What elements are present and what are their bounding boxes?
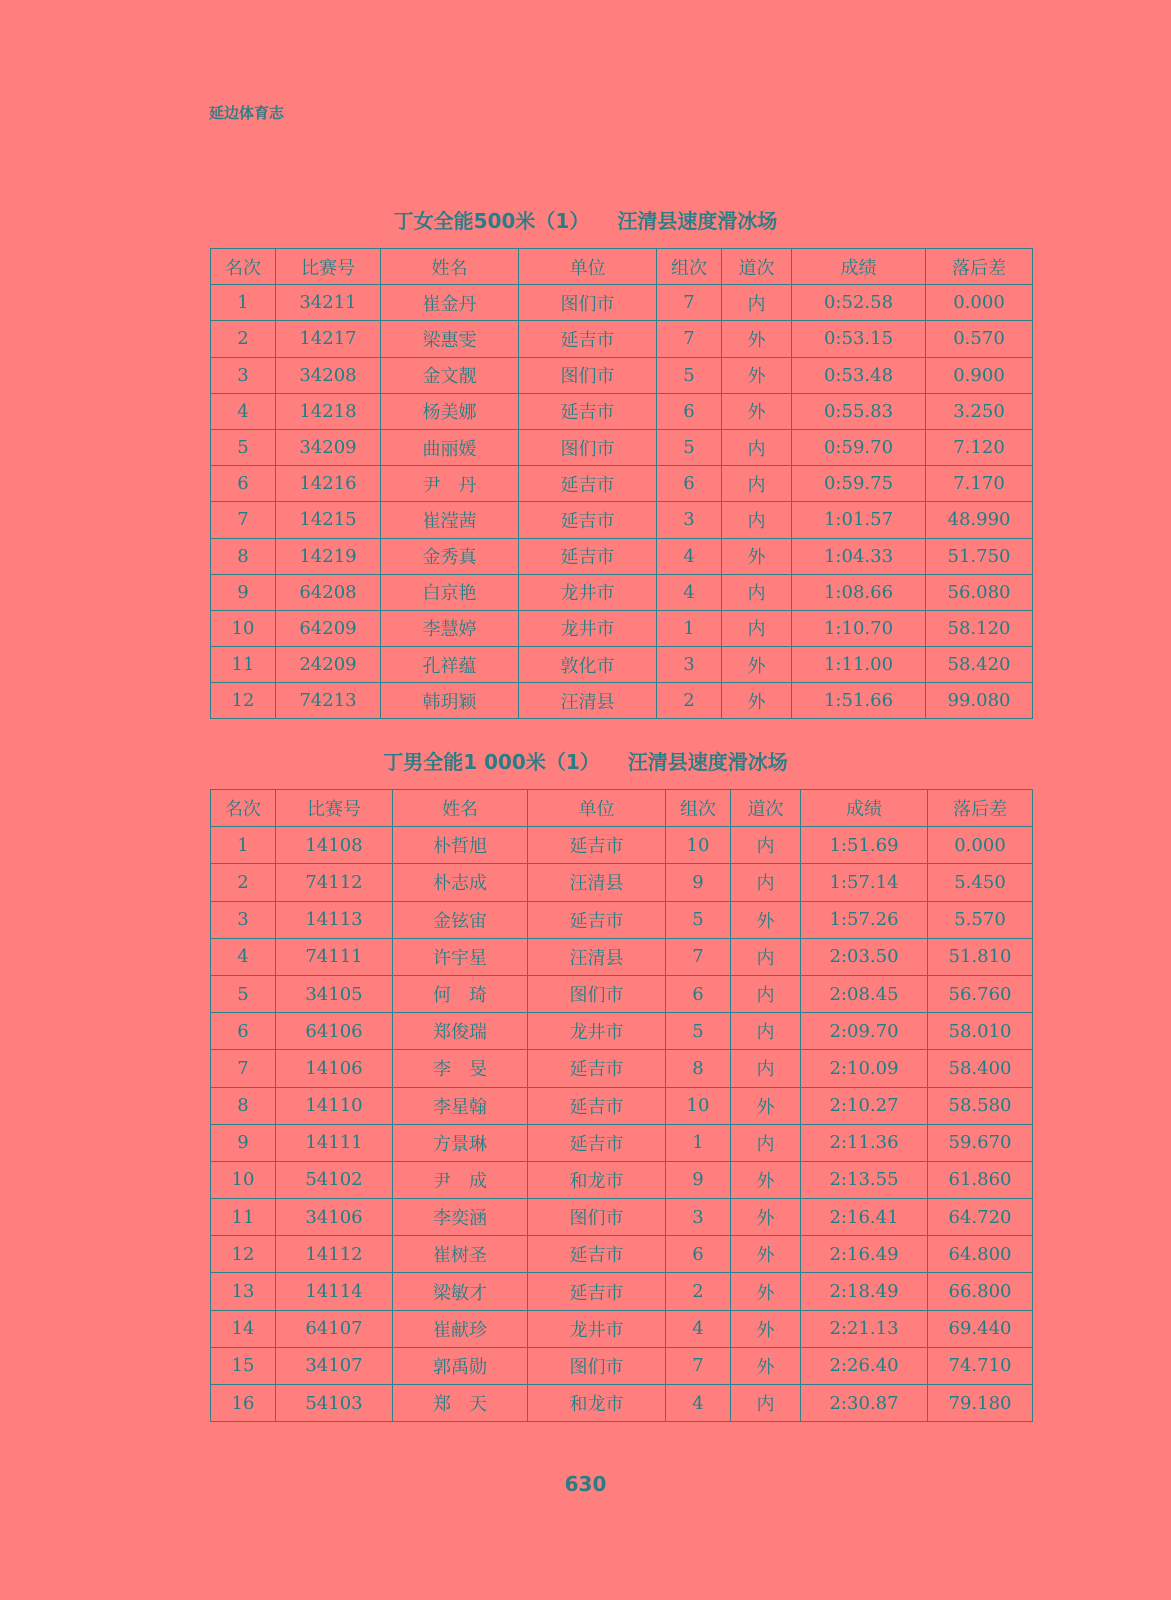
table-cell: 郑 天: [393, 1385, 528, 1422]
table-cell: 7: [211, 1050, 276, 1087]
table-row: [211, 1347, 1033, 1384]
table-cell: 2:09.70: [801, 1013, 928, 1050]
table-cell: 2:13.55: [801, 1161, 928, 1198]
table-cell: 74213: [276, 683, 381, 719]
table-cell: 34211: [276, 285, 381, 321]
table-cell: 64107: [276, 1310, 393, 1347]
table-cell: 尹 丹: [381, 466, 519, 502]
table-cell: 崔滢茜: [381, 502, 519, 538]
table-cell: 何 琦: [393, 975, 528, 1012]
table-cell: 延吉市: [519, 321, 657, 357]
table-cell: 2:03.50: [801, 938, 928, 975]
table-cell: 金秀真: [381, 538, 519, 574]
table-cell: 6: [657, 393, 722, 429]
table-row: [211, 1087, 1033, 1124]
table-cell: 10: [666, 1087, 731, 1124]
table-cell: 5: [657, 357, 722, 393]
table-cell: 5: [211, 429, 276, 465]
table-row: [211, 429, 1033, 465]
table-cell: 64.800: [928, 1236, 1033, 1273]
table-cell: 4: [657, 574, 722, 610]
table-cell: 延吉市: [519, 466, 657, 502]
table-cell: 79.180: [928, 1385, 1033, 1422]
table-cell: 韩玥颖: [381, 683, 519, 719]
table-cell: 外: [722, 357, 792, 393]
table-cell: 3: [211, 901, 276, 938]
table-cell: 龙井市: [519, 574, 657, 610]
section-title-1-venue: 汪清县速度滑冰场: [617, 209, 778, 233]
table-row: [211, 538, 1033, 574]
table-cell: 和龙市: [528, 1161, 666, 1198]
table-cell: 1:08.66: [792, 574, 926, 610]
table-cell: 7.170: [926, 466, 1033, 502]
table-cell: 延吉市: [528, 901, 666, 938]
page-number: 630: [564, 1472, 607, 1496]
table-cell: 郭禹勋: [393, 1347, 528, 1384]
table-cell: 汪清县: [528, 938, 666, 975]
table-cell: 2:18.49: [801, 1273, 928, 1310]
table-cell: 58.580: [928, 1087, 1033, 1124]
table-cell: 15: [211, 1347, 276, 1384]
table-cell: 郑俊瑞: [393, 1013, 528, 1050]
column-header: 名次: [211, 249, 276, 285]
table-cell: 延吉市: [519, 393, 657, 429]
table-row: [211, 1161, 1033, 1198]
table-cell: 内: [722, 466, 792, 502]
table-cell: 59.670: [928, 1124, 1033, 1161]
table-cell: 14112: [276, 1236, 393, 1273]
table-cell: 2: [211, 864, 276, 901]
table-cell: 图们市: [528, 1199, 666, 1236]
table-cell: 0:52.58: [792, 285, 926, 321]
table-cell: 4: [211, 393, 276, 429]
table-cell: 外: [731, 1199, 801, 1236]
table-row: [211, 975, 1033, 1012]
table-cell: 2:16.41: [801, 1199, 928, 1236]
table-cell: 外: [722, 393, 792, 429]
table-cell: 10: [211, 1161, 276, 1198]
table-cell: 外: [731, 1310, 801, 1347]
table-cell: 汪清县: [528, 864, 666, 901]
table-cell: 1:01.57: [792, 502, 926, 538]
table-cell: 6: [211, 466, 276, 502]
table-row: [211, 393, 1033, 429]
table-cell: 崔献珍: [393, 1310, 528, 1347]
table-cell: 方景琳: [393, 1124, 528, 1161]
table-cell: 74112: [276, 864, 393, 901]
table-cell: 梁敏才: [393, 1273, 528, 1310]
table-row: [211, 285, 1033, 321]
table-row: [211, 1013, 1033, 1050]
column-header: 组次: [657, 249, 722, 285]
table-cell: 内: [722, 502, 792, 538]
table-cell: 许宇星: [393, 938, 528, 975]
table-cell: 7: [666, 938, 731, 975]
table-row: [211, 901, 1033, 938]
table-cell: 61.860: [928, 1161, 1033, 1198]
table-row: [211, 938, 1033, 975]
table-cell: 内: [722, 610, 792, 646]
table-cell: 0:59.75: [792, 466, 926, 502]
table-cell: 龙井市: [519, 610, 657, 646]
table-cell: 64.720: [928, 1199, 1033, 1236]
table-cell: 2:16.49: [801, 1236, 928, 1273]
table-cell: 1:04.33: [792, 538, 926, 574]
table-row: [211, 574, 1033, 610]
table-cell: 4: [666, 1385, 731, 1422]
table-cell: 0.000: [926, 285, 1033, 321]
table-cell: 34106: [276, 1199, 393, 1236]
table-cell: 58.010: [928, 1013, 1033, 1050]
table-cell: 外: [722, 321, 792, 357]
table-cell: 1: [666, 1124, 731, 1161]
table-cell: 延吉市: [519, 538, 657, 574]
table-cell: 外: [731, 1273, 801, 1310]
table-cell: 2:30.87: [801, 1385, 928, 1422]
column-header: 落后差: [928, 790, 1033, 827]
table-cell: 外: [731, 1161, 801, 1198]
table-cell: 7: [657, 321, 722, 357]
section-title-2: [0, 746, 1171, 775]
table-cell: 1:10.70: [792, 610, 926, 646]
table-row: [211, 610, 1033, 646]
table-cell: 4: [666, 1310, 731, 1347]
table-row: [211, 321, 1033, 357]
table-cell: 李慧婷: [381, 610, 519, 646]
table-cell: 外: [722, 647, 792, 683]
table-cell: 6: [211, 1013, 276, 1050]
table-cell: 延吉市: [528, 1124, 666, 1161]
table-cell: 内: [731, 1385, 801, 1422]
table-cell: 孔祥蕴: [381, 647, 519, 683]
table-row: [211, 1124, 1033, 1161]
table-cell: 9: [666, 1161, 731, 1198]
table-cell: 外: [731, 1087, 801, 1124]
table-cell: 48.990: [926, 502, 1033, 538]
section-title-1-event: 丁女全能500米（1）: [393, 209, 590, 233]
table-cell: 58.400: [928, 1050, 1033, 1087]
table-cell: 34208: [276, 357, 381, 393]
table-cell: 延吉市: [528, 1273, 666, 1310]
table-cell: 和龙市: [528, 1385, 666, 1422]
table-header-row: [211, 249, 1033, 285]
table-cell: 6: [666, 1236, 731, 1273]
table-cell: 3: [657, 502, 722, 538]
table-cell: 内: [722, 574, 792, 610]
table-cell: 敦化市: [519, 647, 657, 683]
table-cell: 4: [211, 938, 276, 975]
table-cell: 14111: [276, 1124, 393, 1161]
table-cell: 李星翰: [393, 1087, 528, 1124]
column-header: 道次: [731, 790, 801, 827]
table-cell: 延吉市: [528, 1050, 666, 1087]
table-cell: 0:55.83: [792, 393, 926, 429]
table-cell: 51.750: [926, 538, 1033, 574]
table-cell: 7: [211, 502, 276, 538]
table-cell: 1: [211, 285, 276, 321]
table-row: [211, 1050, 1033, 1087]
table-cell: 12: [211, 683, 276, 719]
table-cell: 56.080: [926, 574, 1033, 610]
table-cell: 8: [211, 1087, 276, 1124]
table-cell: 0.570: [926, 321, 1033, 357]
table-cell: 龙井市: [528, 1013, 666, 1050]
results-table-1: [210, 248, 1033, 719]
table-cell: 2:11.36: [801, 1124, 928, 1161]
table-cell: 0.000: [928, 827, 1033, 864]
table-cell: 11: [211, 1199, 276, 1236]
table-cell: 34107: [276, 1347, 393, 1384]
table-cell: 尹 成: [393, 1161, 528, 1198]
table-cell: 1:51.69: [801, 827, 928, 864]
table-cell: 34209: [276, 429, 381, 465]
table-cell: 朴哲旭: [393, 827, 528, 864]
table-cell: 图们市: [528, 975, 666, 1012]
table-cell: 11: [211, 647, 276, 683]
table-cell: 外: [722, 683, 792, 719]
table-row: [211, 1310, 1033, 1347]
table-cell: 66.800: [928, 1273, 1033, 1310]
table-cell: 5: [211, 975, 276, 1012]
table-cell: 3: [211, 357, 276, 393]
table-cell: 6: [657, 466, 722, 502]
table-cell: 李 旻: [393, 1050, 528, 1087]
table-cell: 9: [211, 1124, 276, 1161]
table-cell: 内: [722, 285, 792, 321]
table-cell: 14215: [276, 502, 381, 538]
table-row: [211, 357, 1033, 393]
table-cell: 1:11.00: [792, 647, 926, 683]
table-cell: 1: [211, 827, 276, 864]
running-header: 延边体育志: [209, 104, 285, 122]
table-cell: 2: [657, 683, 722, 719]
table-cell: 69.440: [928, 1310, 1033, 1347]
table-cell: 5.570: [928, 901, 1033, 938]
table-cell: 延吉市: [528, 827, 666, 864]
table-cell: 图们市: [519, 429, 657, 465]
table-cell: 李奕涵: [393, 1199, 528, 1236]
table-cell: 曲丽媛: [381, 429, 519, 465]
table-cell: 朴志成: [393, 864, 528, 901]
table-cell: 2:26.40: [801, 1347, 928, 1384]
table-cell: 内: [731, 827, 801, 864]
column-header: 姓名: [381, 249, 519, 285]
table-cell: 10: [666, 827, 731, 864]
table-cell: 金铉宙: [393, 901, 528, 938]
section-title-2-venue: 汪清县速度滑冰场: [627, 750, 788, 774]
table-cell: 6: [666, 975, 731, 1012]
table-cell: 白京艳: [381, 574, 519, 610]
table-cell: 图们市: [519, 285, 657, 321]
table-cell: 4: [657, 538, 722, 574]
table-cell: 9: [666, 864, 731, 901]
table-row: [211, 827, 1033, 864]
table-cell: 外: [731, 1236, 801, 1273]
table-cell: 图们市: [519, 357, 657, 393]
table-cell: 2:10.09: [801, 1050, 928, 1087]
table-cell: 58.420: [926, 647, 1033, 683]
table-cell: 内: [731, 938, 801, 975]
table-cell: 延吉市: [528, 1236, 666, 1273]
column-header: 比赛号: [276, 249, 381, 285]
table-cell: 1:57.14: [801, 864, 928, 901]
table-cell: 64106: [276, 1013, 393, 1050]
table-cell: 延吉市: [519, 502, 657, 538]
table-cell: 14219: [276, 538, 381, 574]
table-cell: 延吉市: [528, 1087, 666, 1124]
table-cell: 2: [666, 1273, 731, 1310]
table-cell: 58.120: [926, 610, 1033, 646]
table-cell: 14106: [276, 1050, 393, 1087]
table-cell: 5: [666, 1013, 731, 1050]
table-cell: 梁惠雯: [381, 321, 519, 357]
table-row: [211, 1236, 1033, 1273]
table-cell: 8: [666, 1050, 731, 1087]
table-cell: 14114: [276, 1273, 393, 1310]
table-row: [211, 864, 1033, 901]
table-cell: 3: [666, 1199, 731, 1236]
column-header: 组次: [666, 790, 731, 827]
column-header: 名次: [211, 790, 276, 827]
table-cell: 64208: [276, 574, 381, 610]
column-header: 比赛号: [276, 790, 393, 827]
table-cell: 24209: [276, 647, 381, 683]
column-header: 成绩: [801, 790, 928, 827]
table-cell: 2:08.45: [801, 975, 928, 1012]
table-row: [211, 1273, 1033, 1310]
table-row: [211, 466, 1033, 502]
table-cell: 2:10.27: [801, 1087, 928, 1124]
table-cell: 51.810: [928, 938, 1033, 975]
table-cell: 9: [211, 574, 276, 610]
table-cell: 1:51.66: [792, 683, 926, 719]
table-cell: 5: [657, 429, 722, 465]
table-row: [211, 502, 1033, 538]
section-title-1: [0, 205, 1171, 234]
table-cell: 崔金丹: [381, 285, 519, 321]
table-cell: 崔树圣: [393, 1236, 528, 1273]
column-header: 成绩: [792, 249, 926, 285]
table-cell: 1:57.26: [801, 901, 928, 938]
results-table-2: [210, 789, 1033, 1422]
table-cell: 3.250: [926, 393, 1033, 429]
table-cell: 74111: [276, 938, 393, 975]
table-cell: 1: [657, 610, 722, 646]
table-cell: 14110: [276, 1087, 393, 1124]
table-cell: 54103: [276, 1385, 393, 1422]
table-cell: 64209: [276, 610, 381, 646]
table-cell: 0:53.48: [792, 357, 926, 393]
table-cell: 7.120: [926, 429, 1033, 465]
table-cell: 内: [731, 975, 801, 1012]
table-cell: 5: [666, 901, 731, 938]
table-cell: 内: [722, 429, 792, 465]
table-cell: 外: [722, 538, 792, 574]
column-header: 姓名: [393, 790, 528, 827]
table-cell: 杨美娜: [381, 393, 519, 429]
table-cell: 99.080: [926, 683, 1033, 719]
table-cell: 10: [211, 610, 276, 646]
table-row: [211, 1199, 1033, 1236]
table-cell: 龙井市: [528, 1310, 666, 1347]
table-cell: 内: [731, 1013, 801, 1050]
table-cell: 54102: [276, 1161, 393, 1198]
table-cell: 74.710: [928, 1347, 1033, 1384]
table-cell: 34105: [276, 975, 393, 1012]
section-title-2-event: 丁男全能1 000米（1）: [383, 750, 600, 774]
table-cell: 0:53.15: [792, 321, 926, 357]
table-cell: 外: [731, 1347, 801, 1384]
table-cell: 14218: [276, 393, 381, 429]
table-cell: 2:21.13: [801, 1310, 928, 1347]
table-row: [211, 683, 1033, 719]
table-cell: 14108: [276, 827, 393, 864]
table-cell: 16: [211, 1385, 276, 1422]
table-cell: 0:59.70: [792, 429, 926, 465]
column-header: 单位: [519, 249, 657, 285]
table-cell: 内: [731, 864, 801, 901]
table-cell: 内: [731, 1124, 801, 1161]
table-cell: 5.450: [928, 864, 1033, 901]
table-cell: 8: [211, 538, 276, 574]
table-cell: 12: [211, 1236, 276, 1273]
table-cell: 7: [657, 285, 722, 321]
table-cell: 14: [211, 1310, 276, 1347]
table-cell: 14216: [276, 466, 381, 502]
table-cell: 7: [666, 1347, 731, 1384]
table-cell: 汪清县: [519, 683, 657, 719]
table-cell: 13: [211, 1273, 276, 1310]
table-cell: 内: [731, 1050, 801, 1087]
table-cell: 3: [657, 647, 722, 683]
column-header: 落后差: [926, 249, 1033, 285]
table-cell: 图们市: [528, 1347, 666, 1384]
table-cell: 2: [211, 321, 276, 357]
table-cell: 0.900: [926, 357, 1033, 393]
table-cell: 14113: [276, 901, 393, 938]
table-row: [211, 1385, 1033, 1422]
table-cell: 金文靓: [381, 357, 519, 393]
table-header-row: [211, 790, 1033, 827]
table-cell: 外: [731, 901, 801, 938]
table-cell: 56.760: [928, 975, 1033, 1012]
table-row: [211, 647, 1033, 683]
column-header: 单位: [528, 790, 666, 827]
column-header: 道次: [722, 249, 792, 285]
table-cell: 14217: [276, 321, 381, 357]
